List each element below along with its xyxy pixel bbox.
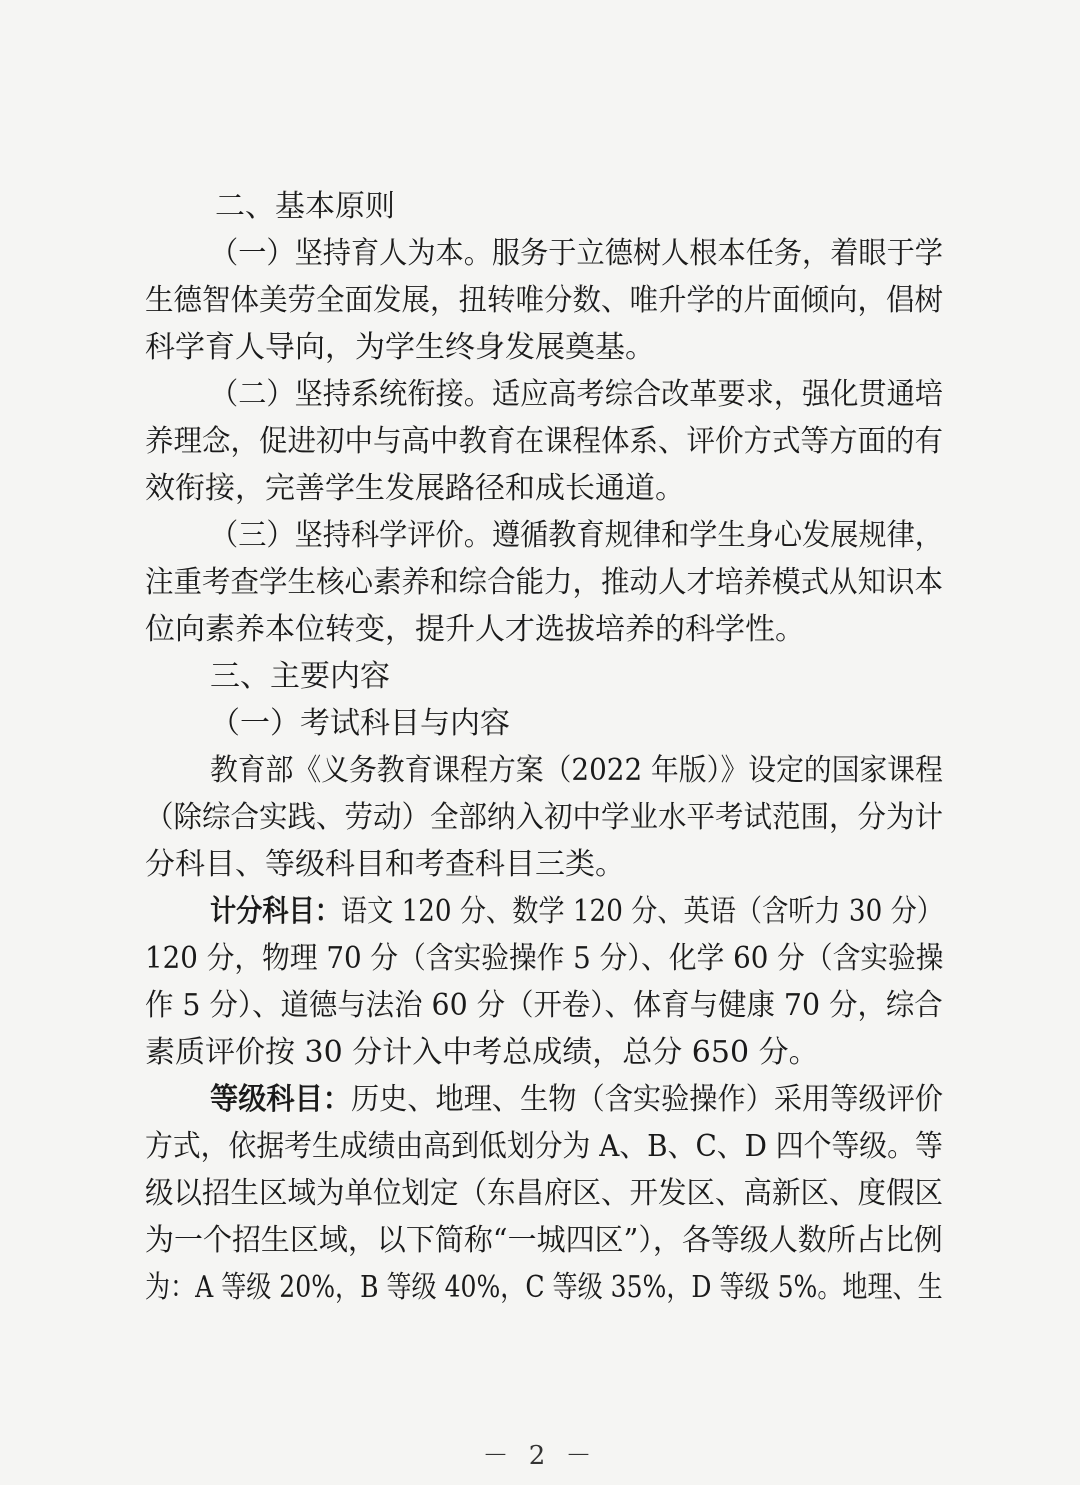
principle-1-line-1: （一）坚持育人为本。服务于立德树人根本任务，着眼于学 bbox=[210, 236, 943, 271]
section-heading-main-content: 三、主要内容 bbox=[210, 659, 390, 694]
page-number: － 2 － bbox=[482, 1441, 598, 1471]
principle-3-line-3: 位向素养本位转变，提升人才选拔培养的科学性。 bbox=[145, 612, 805, 647]
graded-subjects-line-3: 级以招生区域为单位划定（东昌府区、开发区、高新区、度假区 bbox=[145, 1176, 943, 1211]
scored-subjects-line-4: 素质评价按 30 分计入中考总成绩，总分 650 分。 bbox=[145, 1035, 819, 1070]
graded-subjects-line-5: 为：A 等级 20%，B 等级 40%，C 等级 35%，D 等级 5%。地理、生 bbox=[145, 1270, 943, 1305]
principle-2-line-3: 效衔接，完善学生发展路径和成长通道。 bbox=[145, 471, 685, 506]
graded-subjects-line-2: 方式，依据考生成绩由高到低划分为 A、B、C、D 四个等级。等 bbox=[145, 1129, 943, 1164]
principle-2-line-2: 养理念，促进初中与高中教育在课程体系、评价方式等方面的有 bbox=[145, 424, 943, 459]
graded-subjects-text-1: 历史、地理、生物（含实验操作）采用等级评价 bbox=[350, 1082, 943, 1117]
principle-1-line-3: 科学育人导向，为学生终身发展奠基。 bbox=[145, 330, 655, 365]
scored-subjects-line-3: 作 5 分）、道德与法治 60 分（开卷）、体育与健康 70 分，综合 bbox=[145, 988, 943, 1023]
principle-2-line-1: （二）坚持系统衔接。适应高考综合改革要求，强化贯通培 bbox=[210, 377, 943, 412]
graded-subjects-label: 等级科目： bbox=[210, 1082, 351, 1117]
section-heading-basic-principles: 二、基本原则 bbox=[215, 189, 395, 224]
principle-1-line-2: 生德智体美劳全面发展，扭转唯分数、唯升学的片面倾向，倡树 bbox=[145, 283, 943, 318]
subsection-heading-exam-subjects: （一）考试科目与内容 bbox=[210, 706, 510, 741]
scored-subjects-label: 计分科目： bbox=[210, 894, 341, 929]
principle-3-line-1: （三）坚持科学评价。遵循教育规律和学生身心发展规律， bbox=[210, 518, 943, 553]
principle-3-line-2: 注重考查学生核心素养和综合能力，推动人才培养模式从知识本 bbox=[145, 565, 943, 600]
scored-subjects-text-1: 语文 120 分、数学 120 分、英语（含听力 30 分） bbox=[340, 894, 943, 929]
scored-subjects-line-2: 120 分，物理 70 分（含实验操作 5 分）、化学 60 分（含实验操 bbox=[145, 941, 944, 976]
graded-subjects-line-1 bbox=[210, 1076, 943, 1124]
intro-line-3: 分科目、等级科目和考查科目三类。 bbox=[145, 847, 625, 882]
intro-line-1: 教育部《义务教育课程方案（2022 年版）》设定的国家课程 bbox=[210, 753, 943, 788]
intro-line-2: （除综合实践、劳动）全部纳入初中学业水平考试范围，分为计 bbox=[145, 800, 943, 835]
scored-subjects-line-1 bbox=[210, 888, 943, 936]
graded-subjects-line-4: 为一个招生区域，以下简称“一城四区”），各等级人数所占比例 bbox=[145, 1223, 943, 1258]
